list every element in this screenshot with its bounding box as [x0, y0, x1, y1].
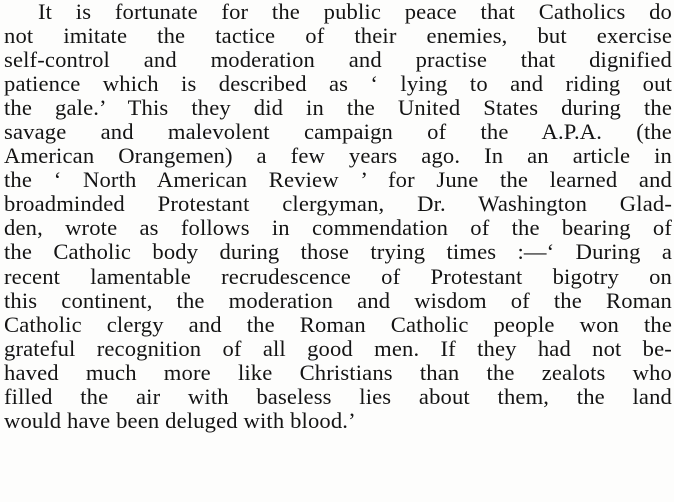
text-line-17: filled the air with baseless lies about them, the land [4, 383, 672, 409]
text-line-15: grateful recognition of all good men. If they had not be- [4, 335, 672, 361]
text-line-1: It is fortunate for the public peace that Catholics do [38, 0, 672, 24]
text-line-3: self-control and moderation and practise that dignified [4, 47, 672, 73]
text-line-10: den, wrote as follows in commendation of the bearing of [4, 215, 672, 241]
text-line-8: the ‘ North American Review ’ for June the learned and [4, 167, 672, 193]
text-line-12: recent lamentable recrudescence of Protestant bigotry on [4, 263, 672, 289]
paragraph [4, 0, 672, 433]
text-line-2: not imitate the tactice of their enemies, but exercise [4, 23, 672, 49]
text-line-7: American Orangemen) a few years ago. In an article in [4, 143, 672, 169]
text-line-14: Catholic clergy and the Roman Catholic people won the [4, 311, 672, 337]
text-line-4: patience which is described as ‘ lying to and riding out [4, 71, 672, 97]
text-line-16: haved much more like Christians than the zealots who [4, 359, 672, 385]
text-line-9: broadminded Protestant clergyman, Dr. Washington Glad- [4, 191, 672, 217]
text-line-11: the Catholic body during those trying times :—‘ During a [4, 239, 672, 265]
text-line-5: the gale.’ This they did in the United States during the [4, 95, 672, 121]
text-line-18: would have been deluged with blood.’ [4, 407, 356, 433]
text-line-6: savage and malevolent campaign of the A.P.A. (the [4, 119, 672, 145]
text-line-13: this continent, the moderation and wisdom of the Roman [4, 287, 672, 313]
